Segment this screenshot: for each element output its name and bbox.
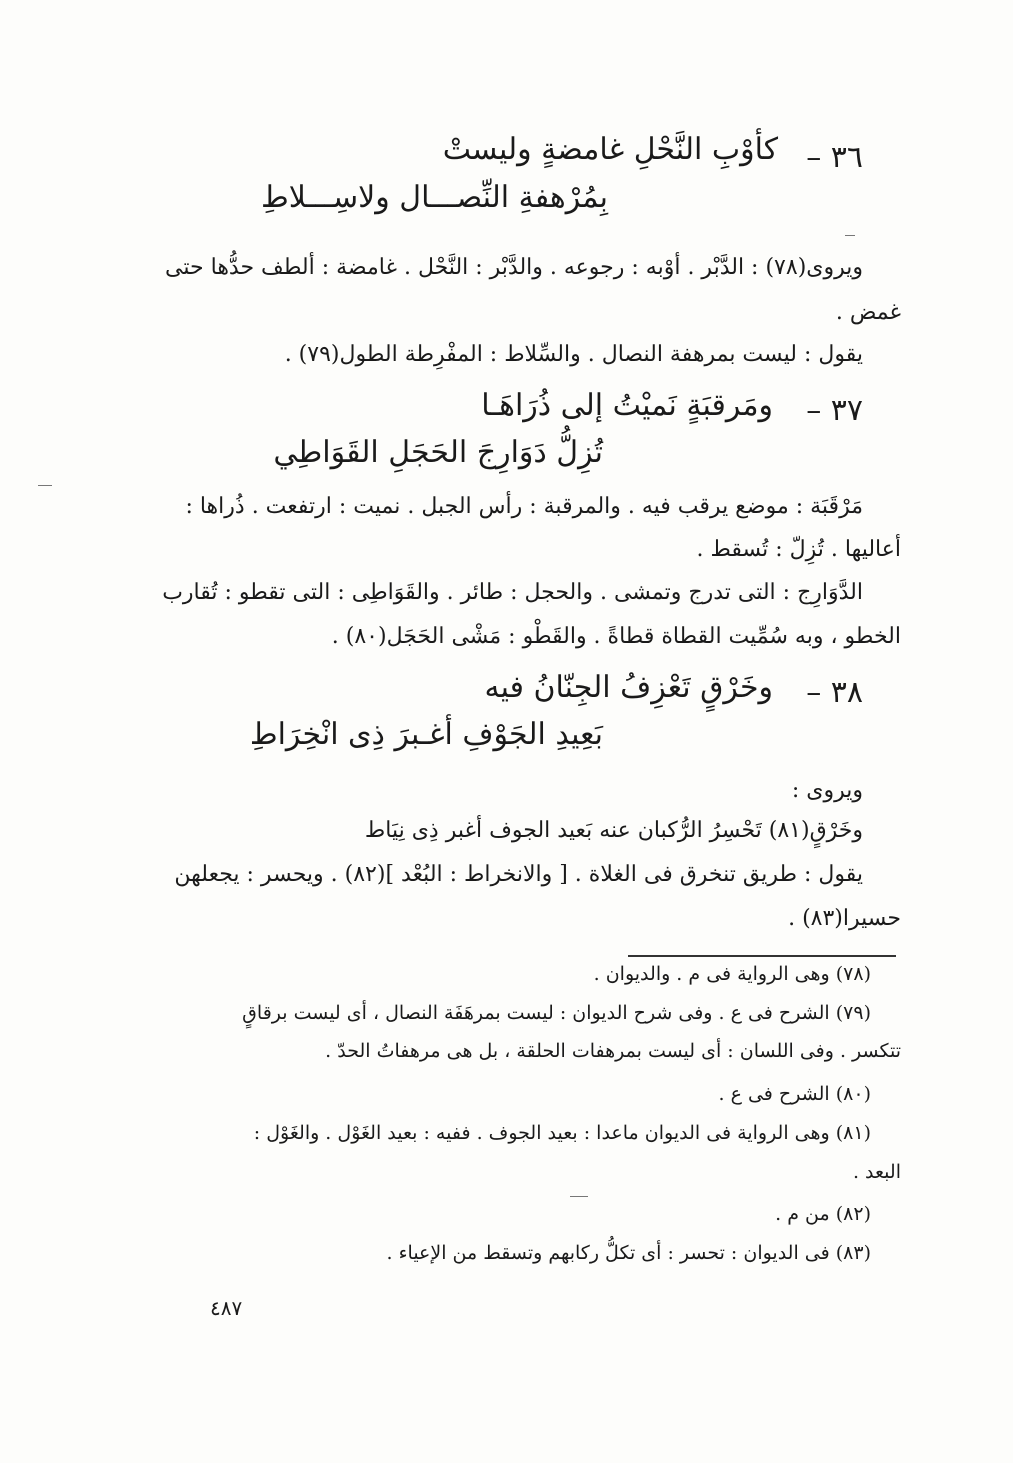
page-number: ٤٨٧: [210, 1296, 243, 1320]
footnote-82: (٨٢) من م .: [775, 1203, 871, 1225]
verse-37-hemistich-1: ومَرقبَةٍ نَميْتُ إلى ذُرَاهَـا: [481, 388, 773, 423]
verse-38-hemistich-2: بَعِيدِ الجَوْفِ أغـبرَ ذِى انْخِرَاطِ: [249, 717, 603, 752]
verse-37-hemistich-2: تُزِلُّ دَوَارِجَ الحَجَلِ القَوَاطِي: [273, 435, 603, 470]
commentary-37-line-2: أعاليها . تُزِلّ : تُسقط .: [696, 537, 901, 562]
verse-36-hemistich-2: بِمُرْهفةِ النِّصـــال ولاسِـــلاطِ: [261, 180, 608, 215]
margin-mark: [38, 485, 52, 486]
commentary-38-line-2: حسيرا(٨٣) .: [788, 906, 901, 931]
verse-38-hemistich-1: وخَرْقٍ تَعْزِفُ الجِنّانُ فيه: [484, 670, 773, 705]
commentary-38-riwaya-text: وخَرْقٍ(٨١) تَحْسِرُ الرُّكبان عنه بَعيد الجوف أغبر ذِى نِيَاط: [364, 818, 863, 843]
verse-36-hemistich-1: كأوْبِ النَّحْلِ غامضةٍ وليستْ: [442, 132, 778, 167]
commentary-36-line-3: يقول : ليست بمرهفة النصال . والسِّلاط : المفْرِطة الطول(٧٩) .: [284, 342, 863, 367]
footnote-83: (٨٣) فى الديوان : تحسر : أى تكلُّ ركابهم وتسقط من الإعياء .: [386, 1242, 871, 1264]
footnote-80: (٨٠) الشرح فى ع .: [718, 1083, 871, 1105]
margin-mark: [845, 235, 855, 236]
footnote-81-line-2: البعد .: [852, 1161, 901, 1183]
verse-number-38: ٣٨ –: [806, 675, 863, 710]
margin-mark: [570, 1196, 588, 1197]
commentary-37-line-3: الدَّوَارِج : التى تدرج وتمشى . والحجل : طائر . والقَوَاطِى : التى تقطو : تُقارب: [162, 580, 863, 605]
commentary-37-line-1: مَرْقَبَة : موضع يرقب فيه . والمرقبة : رأس الجبل . نميت : ارتفعت . ذُراها :: [185, 494, 863, 519]
footnote-separator: [628, 955, 896, 957]
footnote-78: (٧٨) وهى الرواية فى م . والديوان .: [593, 963, 871, 985]
commentary-38-line-1: يقول : طريق تنخرق فى الغلاة . [ والانخراط : البُعْد ](٨٢) . ويحسر : يجعلهن: [174, 862, 863, 887]
commentary-38-riwaya-label: ويروى :: [791, 778, 863, 803]
footnote-81-line-1: (٨١) وهى الرواية فى الديوان ماعدا : بعيد الجوف . ففيه : بعيد الغَوْل . والغَوْل :: [253, 1122, 871, 1144]
commentary-36-line-2: غمض .: [835, 300, 901, 325]
footnote-79-line-1: (٧٩) الشرح فى ع . وفى شرح الديوان : ليست بمرهَفَة النصال ، أى ليست برقاقٍ: [242, 1002, 871, 1024]
verse-number-36: ٣٦ –: [806, 140, 863, 175]
commentary-36-line-1: ويروى(٧٨) : الدَّبْر . أوْبه : رجوعه . والدَّبْر : النَّحْل . غامضة : ألطف حدُّها حتى: [165, 255, 863, 280]
footnote-79-line-2: تتكسر . وفى اللسان : أى ليست بمرهفات الحلقة ، بل هى مرهفاتُ الحدّ .: [325, 1040, 901, 1062]
verse-number-37: ٣٧ –: [806, 393, 863, 428]
commentary-37-line-4: الخطو ، وبه سُمِّيت القطاة قطاةً . والقَطْو : مَشْى الحَجَل(٨٠) .: [331, 624, 901, 649]
